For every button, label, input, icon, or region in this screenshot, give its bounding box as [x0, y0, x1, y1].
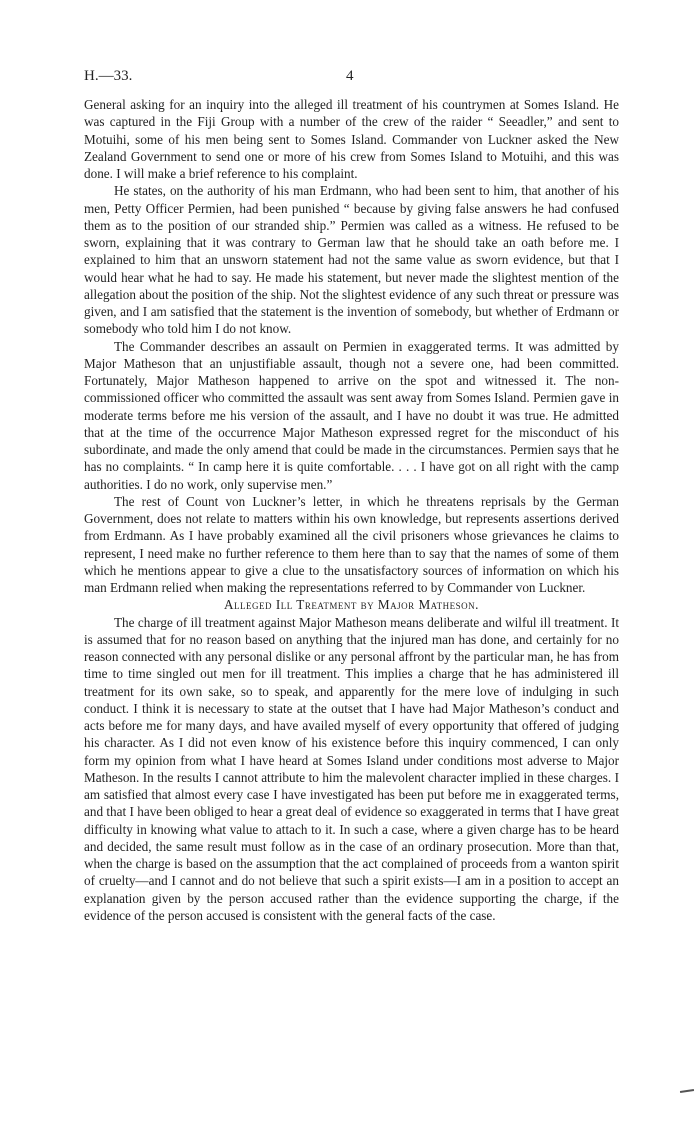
page-number: 4 [346, 68, 354, 84]
paragraph: General asking for an inquiry into the alleged ill treatment of his countrymen at Somes Island. He was captured in the Fiji Group with a number of the crew of the raider “ Seeadler,” and sent to Motuihi, some of his men being sent to Somes Island. Commander von Luckner asked the New Zealand Government to send one or more of his crew from Somes Island to Motuihi, and this was done. I will make a brief reference to his complaint. [84, 97, 619, 181]
body-text [84, 96, 619, 924]
paragraph: He states, on the authority of his man Erdmann, who had been sent to him, that another of his men, Petty Officer Permien, had been punished “ because by giving false answers he had confused them as to the position of our stranded ship.” Permien was called as a witness. He refused to be sworn, explaining that it was contrary to German law that he should take an oath before me. I explained to him that an unsworn statement had not the same value as sworn evidence, but that I would hear what he had to say. He made his statement, but never made the slightest mention of the allegation about the position of the ship. Not the slightest evidence of any such threat or pressure was given, and I am satisfied that the statement is the invention of somebody, but whether of Erdmann or somebody who told him I do not know. [84, 183, 619, 337]
scan-edge-mark [680, 1089, 694, 1093]
document-reference: H.—33. [84, 68, 133, 84]
page-header [84, 68, 619, 90]
paragraph: The Commander describes an assault on Permien in exaggerated terms. It was admitted by Major Matheson that an unjustifiable assault, though not a severe one, had been committed. Fortunately, Major Matheson happened to arrive on the spot and witnessed it. The non-commissioned officer who committed the assault was sent away from Somes Island. Permien gave in moderate terms before me his version of the assault, and I have no doubt it was true. He admitted that at the time of the occurrence Major Matheson expressed regret for the misconduct of his subordinate, and made the only amend that could be made in the circumstances. Permien says that he has no complaints. “ In camp here it is quite comfortable. . . . I have got on all right with the camp authorities. I do no work, only supervise men.” [84, 338, 619, 492]
paragraph: The rest of Count von Luckner’s letter, in which he threatens reprisals by the German Government, does not relate to matters within his own knowledge, but represents assertions derived from Erdmann. As I have probably examined all the civil prisoners whose grievances he claims to represent, I need make no further reference to them here than to say that the names of some of them which he mentions appear to give a clue to the unsatisfactory sources of information on which his man Erdmann relied when making the representations referred to by Commander von Luckner. [84, 493, 619, 595]
section-heading: Alleged Ill Treatment by Major Matheson. [224, 597, 479, 613]
paragraph: The charge of ill treatment against Major Matheson means deliberate and wilful ill treatment. It is assumed that for no reason based on anything that the injured man has done, and certainly for no reason connected with any personal dislike or any personal affront by the particular man, he has from time to time singled out men for ill treatment. This implies a charge that he has administered ill treatment for its own sake, so to speak, and apparently for the mere love of indulging in such conduct. I think it is necessary to state at the outset that I have had Major Matheson’s conduct and acts before me for many days, and have availed myself of every opportunity that offered of judging his character. As I did not even know of his existence before this inquiry commenced, I can only form my opinion from what I have heard at Somes Island under conditions most adverse to Major Matheson. In the results I cannot attribute to him the malevolent character implied in these charges. I am satisfied that almost every case I have investigated has been put before me in exaggerated terms, and that I have been obliged to hear a great deal of evidence so exaggerated in terms that I have great difficulty in knowing what value to attach to it. In such a case, where a given charge has to be heard and decided, the same result must follow as in the case of an ordinary prosecution. More than that, when the charge is based on the assumption that the act complained of proceeds from a wanton spirit of cruelty—and I cannot and do not believe that such a spirit exists—I am in a position to accept an explanation given by the person accused rather than the evidence supporting the charge, if the evidence of the person accused is consistent with the general facts of the case. [84, 614, 619, 923]
